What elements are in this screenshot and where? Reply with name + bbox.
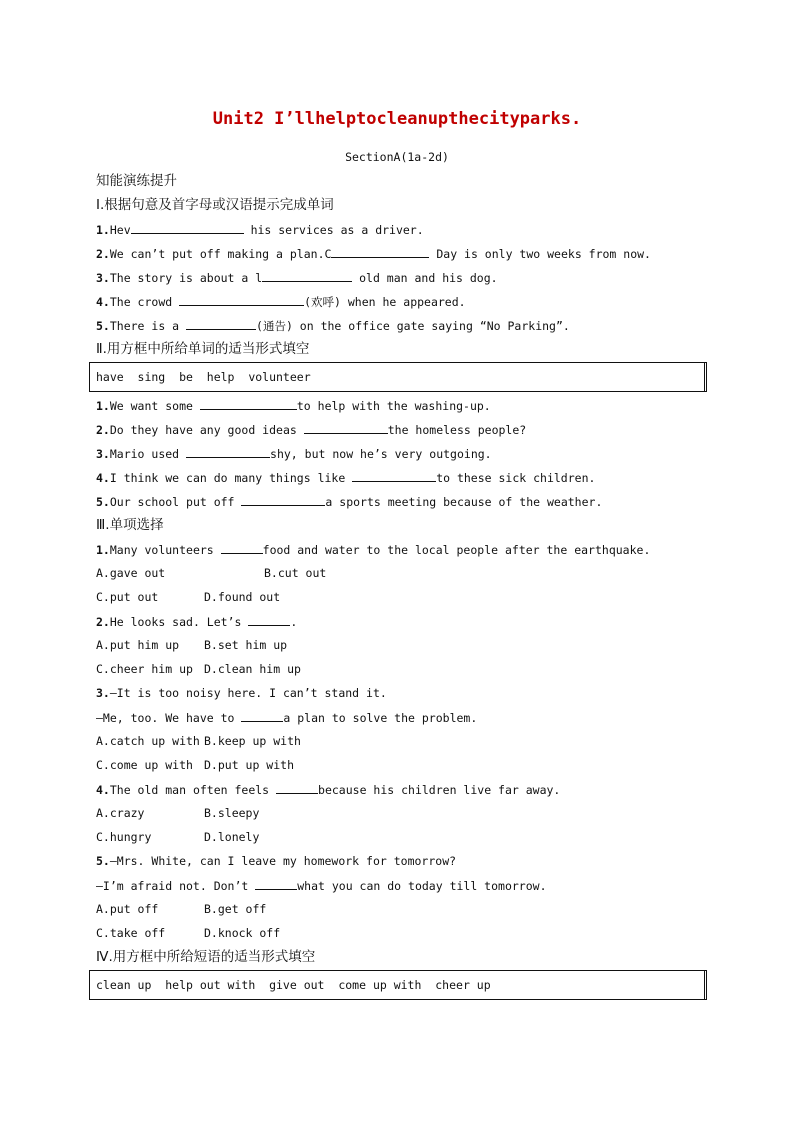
option-b[interactable]: B.get off — [204, 902, 267, 916]
section-label: 知能演练提升 — [96, 173, 177, 189]
answer-blank[interactable] — [241, 493, 325, 506]
item-text-before: We can’t put off making a plan.C — [109, 247, 332, 261]
mc-options-row — [96, 733, 301, 749]
item-number: 1. — [96, 543, 110, 557]
mc-options-row — [96, 805, 259, 821]
mc-options-row — [96, 589, 280, 605]
mc-question-2 — [96, 613, 297, 630]
phrase-box — [89, 970, 707, 1000]
answer-blank[interactable] — [255, 877, 297, 890]
item-text-after: to help with the washing-up. — [296, 399, 491, 413]
page-title: Unit2 I’llhelptocleanupthecityparks. — [212, 109, 582, 129]
question-text-before: Many volunteers — [109, 543, 221, 557]
option-c[interactable]: C.hungry — [96, 830, 152, 844]
item-text-after: shy, but now he’s very outgoing. — [270, 447, 492, 461]
option-b[interactable]: B.cut out — [264, 566, 327, 580]
part1-item-4 — [96, 293, 466, 310]
question-text-after: . — [290, 615, 298, 629]
item-text-before: Hev — [109, 223, 131, 237]
answer-blank[interactable] — [304, 421, 388, 434]
option-d[interactable]: D.knock off — [204, 926, 281, 940]
answer-blank[interactable] — [186, 317, 256, 330]
mc-options-row — [96, 829, 259, 845]
item-text-after: a sports meeting because of the weather. — [325, 495, 603, 509]
item-number: 4. — [96, 783, 110, 797]
item-number: 4. — [96, 471, 110, 485]
item-text-after: (欢呼) when he appeared. — [304, 295, 466, 309]
item-number: 3. — [96, 686, 110, 700]
answer-blank[interactable] — [221, 541, 263, 554]
question-text-line1: —Mrs. White, can I leave my homework for tomorrow? — [109, 854, 457, 868]
item-number: 4. — [96, 295, 110, 309]
item-number: 1. — [96, 223, 110, 237]
mc-options-row — [96, 925, 280, 941]
question-text-after: what you can do today till tomorrow. — [297, 879, 547, 893]
option-d[interactable]: D.found out — [204, 590, 281, 604]
option-a[interactable]: A.put off — [96, 902, 159, 916]
answer-blank[interactable] — [131, 221, 244, 234]
part4-heading: Ⅳ.用方框中所给短语的适当形式填空 — [96, 949, 316, 965]
item-number: 2. — [96, 423, 110, 437]
answer-blank[interactable] — [241, 709, 283, 722]
option-c[interactable]: C.come up with — [96, 758, 193, 772]
page-subtitle: SectionA(1a-2d) — [345, 150, 449, 164]
mc-question-4 — [96, 781, 560, 798]
mc-options-row — [96, 637, 287, 653]
item-text-after: the homeless people? — [387, 423, 527, 437]
item-text-before: There is a — [109, 319, 187, 333]
question-text-after: because his children live far away. — [318, 783, 561, 797]
option-a[interactable]: A.gave out — [96, 566, 166, 580]
option-b[interactable]: B.keep up with — [204, 734, 301, 748]
option-c[interactable]: C.put out — [96, 590, 159, 604]
part3-heading: Ⅲ.单项选择 — [96, 517, 164, 533]
part2-item-1 — [96, 397, 491, 414]
mc-options-row — [96, 565, 326, 581]
option-a[interactable]: A.catch up with — [96, 734, 200, 748]
mc-question-5-line2 — [96, 877, 547, 894]
item-number: 2. — [96, 615, 110, 629]
item-number: 3. — [96, 447, 110, 461]
question-text-before: —Me, too. We have to — [96, 711, 242, 725]
answer-blank[interactable] — [179, 293, 304, 306]
part2-item-2 — [96, 421, 526, 438]
item-number: 5. — [96, 495, 110, 509]
mc-options-row — [96, 661, 301, 677]
item-text-before: I think we can do many things like — [109, 471, 353, 485]
item-text-before: The crowd — [109, 295, 180, 309]
mc-question-1 — [96, 541, 650, 558]
answer-blank[interactable] — [262, 269, 352, 282]
question-text-after: a plan to solve the problem. — [283, 711, 478, 725]
answer-blank[interactable] — [331, 245, 429, 258]
part1-heading: Ⅰ.根据句意及首字母或汉语提示完成单词 — [96, 197, 334, 213]
item-text-before: We want some — [109, 399, 200, 413]
item-number: 5. — [96, 319, 110, 333]
word-box — [89, 362, 707, 392]
option-c[interactable]: C.cheer him up — [96, 662, 193, 676]
item-text-after: to these sick children. — [436, 471, 596, 485]
answer-blank[interactable] — [200, 397, 297, 410]
option-a[interactable]: A.put him up — [96, 638, 180, 652]
option-b[interactable]: B.sleepy — [204, 806, 260, 820]
option-d[interactable]: D.lonely — [204, 830, 260, 844]
item-text-after: his services as a driver. — [243, 223, 424, 237]
option-d[interactable]: D.put up with — [204, 758, 295, 772]
item-text-after: (通告) on the office gate saying “No Parking”. — [256, 319, 570, 333]
question-text-line1: —It is too noisy here. I can’t stand it. — [109, 686, 387, 700]
option-c[interactable]: C.take off — [96, 926, 166, 940]
question-text-before: He looks sad. Let’s — [109, 615, 249, 629]
answer-blank[interactable] — [248, 613, 290, 626]
mc-question-3 — [96, 685, 387, 701]
item-number: 2. — [96, 247, 110, 261]
item-text-before: Do they have any good ideas — [109, 423, 304, 437]
item-text-before: Our school put off — [109, 495, 242, 509]
option-a[interactable]: A.crazy — [96, 806, 145, 820]
item-text-after: old man and his dog. — [352, 271, 498, 285]
answer-blank[interactable] — [186, 445, 270, 458]
part1-item-3 — [96, 269, 498, 286]
part2-item-3 — [96, 445, 492, 462]
part2-item-4 — [96, 469, 595, 486]
item-text-before: Mario used — [109, 447, 187, 461]
question-text-after: food and water to the local people after the earthquake. — [262, 543, 651, 557]
word-box-text: have sing be help volunteer — [96, 370, 311, 384]
part1-item-5 — [96, 317, 570, 334]
part1-item-2 — [96, 245, 651, 262]
mc-options-row — [96, 901, 266, 917]
part2-heading: Ⅱ.用方框中所给单词的适当形式填空 — [96, 341, 310, 357]
item-text-before: The story is about a l — [109, 271, 263, 285]
option-b[interactable]: B.set him up — [204, 638, 288, 652]
answer-blank[interactable] — [352, 469, 436, 482]
answer-blank[interactable] — [276, 781, 318, 794]
item-number: 5. — [96, 854, 110, 868]
mc-question-3-line2 — [96, 709, 477, 726]
part1-item-1 — [96, 221, 424, 238]
mc-options-row — [96, 757, 294, 773]
option-d[interactable]: D.clean him up — [204, 662, 301, 676]
item-number: 1. — [96, 399, 110, 413]
question-text-before: The old man often feels — [109, 783, 277, 797]
question-text-before: —I’m afraid not. Don’t — [96, 879, 256, 893]
item-number: 3. — [96, 271, 110, 285]
item-text-after: Day is only two weeks from now. — [429, 247, 651, 261]
mc-question-5 — [96, 853, 456, 869]
phrase-box-text: clean up help out with give out come up with cheer up — [96, 978, 491, 992]
part2-item-5 — [96, 493, 602, 510]
